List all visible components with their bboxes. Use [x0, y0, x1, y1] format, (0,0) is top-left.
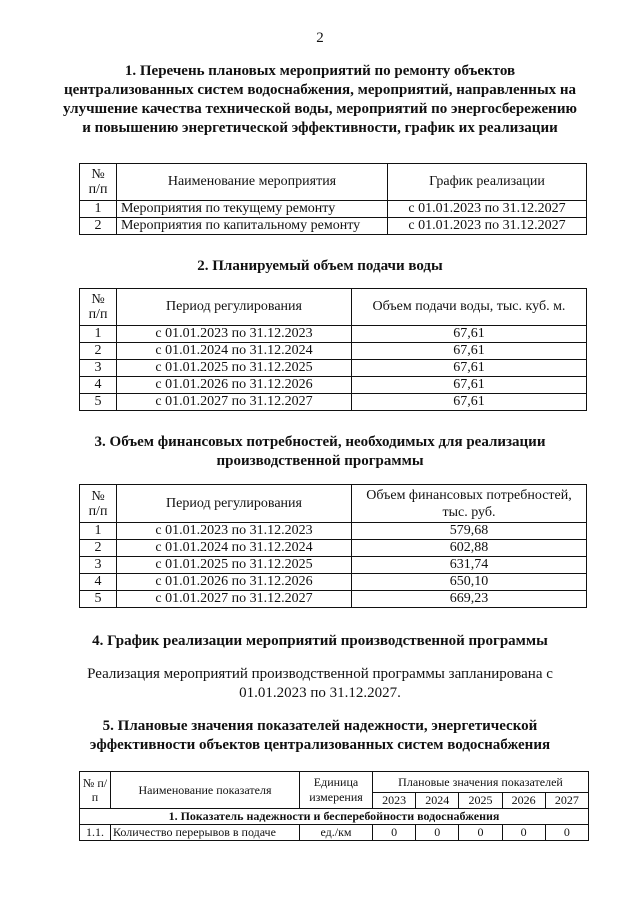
- s5-header-year: 2024: [416, 793, 459, 809]
- page-number: 2: [316, 30, 324, 46]
- section4-title: 4. График реализации мероприятий производственной программы: [92, 633, 548, 649]
- s3-cell: с 01.01.2024 по 31.12.2024: [117, 540, 352, 557]
- table-row: [80, 360, 587, 377]
- s3-cell: 1: [80, 523, 117, 540]
- s3-cell: 631,74: [352, 557, 587, 574]
- s1-cell: 2: [80, 218, 117, 235]
- section4-text: Реализация мероприятий производственной программы запланирована с 01.01.2023 по 31.12.2027.: [87, 666, 553, 701]
- section3-table: [79, 484, 587, 608]
- section2-table: [79, 288, 587, 411]
- s3-cell: 4: [80, 574, 117, 591]
- s2-cell: 1: [80, 326, 117, 343]
- s5-cell: Количество перерывов в подаче: [111, 825, 300, 841]
- s5-cell: 0: [545, 825, 588, 841]
- s5-cell: 1.1.: [80, 825, 111, 841]
- section1-title: 1. Перечень плановых мероприятий по ремонту объектов централизованных систем водоснабжения, мероприятий, направленных на улучшение качества технической воды, мероприятий по энергосбережению и повышению энергетической эффективности, график их реализации: [63, 63, 577, 136]
- s2-cell: с 01.01.2027 по 31.12.2027: [117, 394, 352, 411]
- table-row: [80, 557, 587, 574]
- s1-header-schedule: График реализации: [388, 164, 587, 201]
- s2-header-num: № п/п: [80, 289, 117, 326]
- table-row: [80, 540, 587, 557]
- s3-cell: 669,23: [352, 591, 587, 608]
- table-row: [80, 394, 587, 411]
- s5-header-year: 2023: [373, 793, 416, 809]
- section3-title: 3. Объем финансовых потребностей, необходимых для реализации производственной программы: [94, 434, 546, 469]
- s1-header-num: № п/п: [80, 164, 117, 201]
- s3-cell: с 01.01.2027 по 31.12.2027: [117, 591, 352, 608]
- s2-cell: 67,61: [352, 343, 587, 360]
- s2-cell: 67,61: [352, 326, 587, 343]
- s5-cell: 0: [416, 825, 459, 841]
- table-row: [80, 201, 587, 218]
- s2-cell: с 01.01.2024 по 31.12.2024: [117, 343, 352, 360]
- s3-cell: 2: [80, 540, 117, 557]
- table-row: [80, 377, 587, 394]
- section1-table: [79, 163, 587, 235]
- s5-cell: ед./км: [300, 825, 373, 841]
- table-row: [80, 326, 587, 343]
- section2-title: 2. Планируемый объем подачи воды: [197, 258, 443, 274]
- s5-header-year: 2025: [459, 793, 502, 809]
- s5-header-planned: Плановые значения показателей: [373, 772, 589, 793]
- s2-header-volume: Объем подачи воды, тыс. куб. м.: [352, 289, 587, 326]
- s5-header-name: Наименование показателя: [111, 772, 300, 809]
- s1-cell: с 01.01.2023 по 31.12.2027: [388, 201, 587, 218]
- section5-title: 5. Плановые значения показателей надежности, энергетической эффективности объектов централизованных систем водоснабжения: [89, 718, 551, 753]
- s2-cell: 5: [80, 394, 117, 411]
- s3-cell: с 01.01.2025 по 31.12.2025: [117, 557, 352, 574]
- s5-header-year: 2026: [502, 793, 545, 809]
- table-row: [80, 825, 589, 841]
- s3-cell: 579,68: [352, 523, 587, 540]
- s1-cell: с 01.01.2023 по 31.12.2027: [388, 218, 587, 235]
- s3-cell: с 01.01.2026 по 31.12.2026: [117, 574, 352, 591]
- s5-header-unit: Единица измерения: [300, 772, 373, 809]
- table-row: [80, 523, 587, 540]
- s2-header-period: Период регулирования: [117, 289, 352, 326]
- s5-cell: 0: [502, 825, 545, 841]
- s2-cell: с 01.01.2026 по 31.12.2026: [117, 377, 352, 394]
- table-row: [80, 574, 587, 591]
- s3-header-num: № п/п: [80, 485, 117, 523]
- s2-cell: 67,61: [352, 377, 587, 394]
- s1-cell: Мероприятия по текущему ремонту: [117, 201, 388, 218]
- section5-table: [79, 771, 589, 841]
- s5-cell: 0: [373, 825, 416, 841]
- s2-cell: 3: [80, 360, 117, 377]
- s1-cell: 1: [80, 201, 117, 218]
- table-row: [80, 591, 587, 608]
- s3-header-period: Период регулирования: [117, 485, 352, 523]
- s3-cell: 602,88: [352, 540, 587, 557]
- s3-cell: 3: [80, 557, 117, 574]
- s5-header-num: № п/п: [80, 772, 111, 809]
- s2-cell: 67,61: [352, 360, 587, 377]
- s5-group-title: 1. Показатель надежности и бесперебойности водоснабжения: [80, 809, 589, 825]
- s2-cell: 4: [80, 377, 117, 394]
- s5-cell: 0: [459, 825, 502, 841]
- s2-cell: 67,61: [352, 394, 587, 411]
- s1-header-name: Наименование мероприятия: [117, 164, 388, 201]
- s3-header-finance: Объем финансовых потребностей, тыс. руб.: [352, 485, 587, 523]
- s2-cell: с 01.01.2025 по 31.12.2025: [117, 360, 352, 377]
- s3-cell: с 01.01.2023 по 31.12.2023: [117, 523, 352, 540]
- table-row: [80, 218, 587, 235]
- s3-cell: 5: [80, 591, 117, 608]
- s3-cell: 650,10: [352, 574, 587, 591]
- s5-header-year: 2027: [545, 793, 588, 809]
- s2-cell: 2: [80, 343, 117, 360]
- s1-cell: Мероприятия по капитальному ремонту: [117, 218, 388, 235]
- table-row: [80, 343, 587, 360]
- s2-cell: с 01.01.2023 по 31.12.2023: [117, 326, 352, 343]
